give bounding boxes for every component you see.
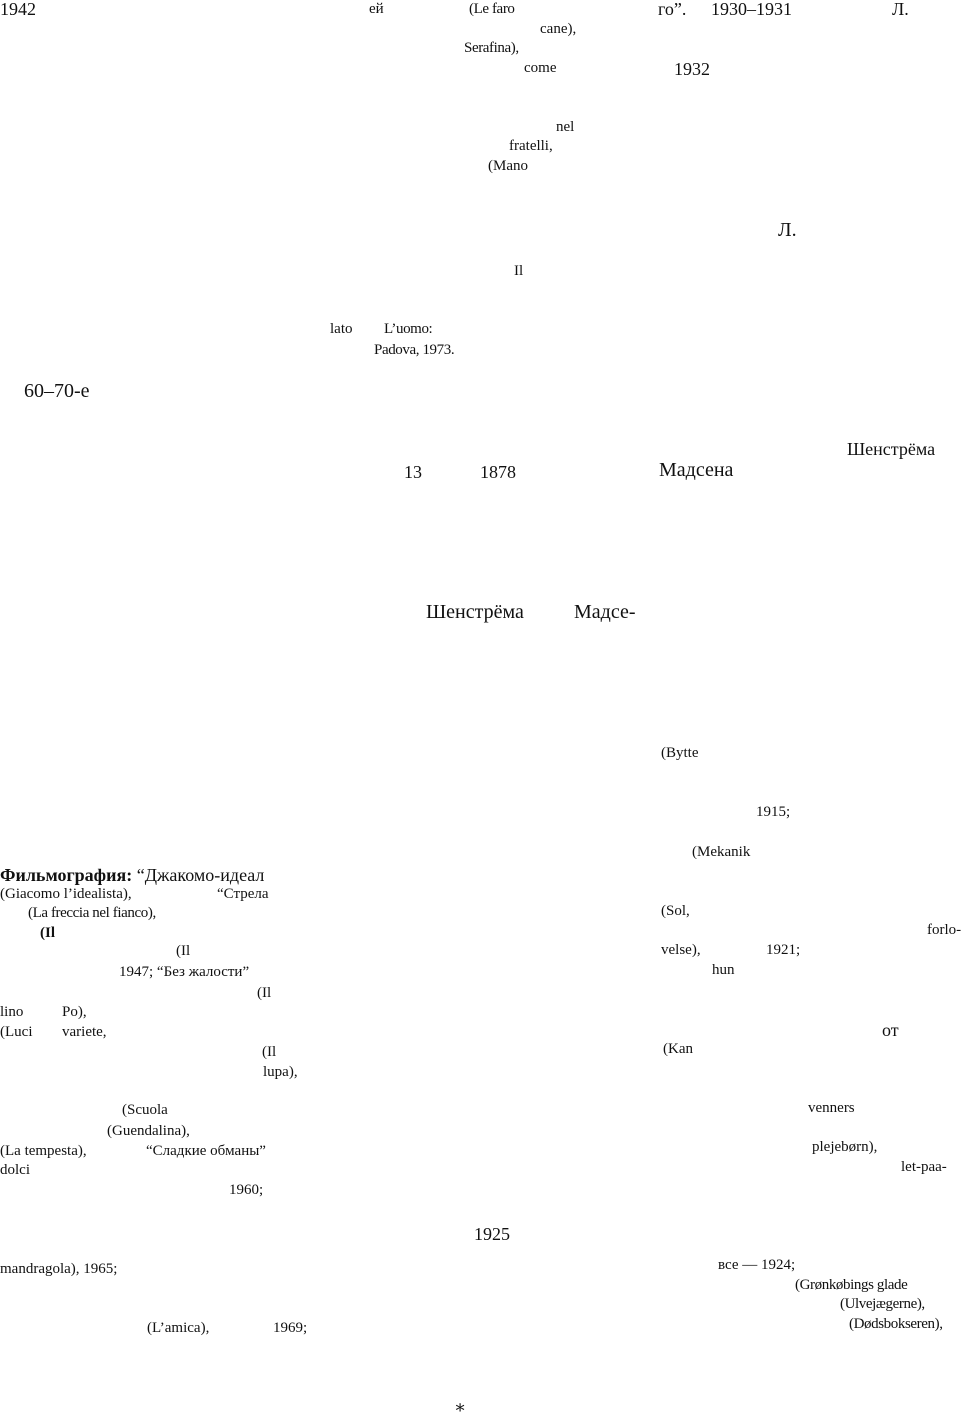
text-fragment: 1942 (0, 0, 36, 19)
text-fragment: Po), (62, 1004, 87, 1020)
text-fragment: “Сладкие обманы” (146, 1143, 266, 1159)
text-fragment: 1915; (756, 804, 791, 820)
text-fragment: 1930–1931 (711, 0, 792, 19)
text-fragment: (Il (262, 1044, 277, 1060)
text-fragment: 1947; “Без жалости” (119, 964, 250, 980)
text-fragment: 1960; (229, 1182, 264, 1198)
text-fragment: (Kan (663, 1041, 693, 1057)
text-fragment: Мадсе- (574, 601, 636, 623)
separator-icon: ∗ (454, 1397, 467, 1417)
filmography-heading-line (0, 866, 264, 884)
text-fragment: 1932 (674, 59, 710, 79)
text-fragment: (Bytte (661, 745, 699, 761)
text-fragment: velse), (661, 942, 701, 958)
text-fragment: (Mano (488, 158, 528, 174)
text-fragment: все — 1924; (718, 1257, 796, 1273)
text-fragment: Мадсена (659, 459, 734, 481)
text-fragment: nel (556, 119, 575, 135)
text-fragment: (Scuola (122, 1102, 168, 1118)
text-fragment: fratelli, (509, 138, 553, 154)
text-fragment: (Il (40, 925, 55, 941)
text-fragment: lato (330, 321, 353, 337)
text-fragment: plejebørn), (812, 1139, 878, 1155)
text-fragment: (Sol, (661, 903, 690, 919)
text-fragment: (Grønkøbings glade (795, 1277, 908, 1293)
text-fragment: го”. (658, 0, 687, 19)
text-fragment: 1925 (474, 1224, 510, 1244)
text-fragment: Шенстрёма (847, 439, 936, 459)
text-fragment: Л. (892, 0, 909, 19)
text-fragment: hun (712, 962, 735, 978)
text-fragment: mandragola), 1965; (0, 1261, 118, 1277)
text-fragment: 60–70-е (24, 380, 90, 402)
text-fragment: (Il (257, 985, 272, 1001)
text-fragment: (Dødsbokseren), (849, 1316, 943, 1332)
text-fragment: variete, (62, 1024, 107, 1040)
text-fragment: от (882, 1020, 899, 1040)
text-fragment: ей (369, 1, 384, 17)
text-fragment: come (524, 60, 557, 76)
text-fragment: (Luci (0, 1024, 33, 1040)
text-fragment: (Ulvejægerne), (840, 1296, 925, 1312)
text-fragment: Padova, 1973. (374, 342, 455, 358)
text-fragment: 1878 (480, 462, 516, 482)
filmography-label: Фильмография: (0, 865, 133, 885)
text-fragment: Serafina), (464, 40, 519, 56)
text-fragment: (La freccia nel fianco), (28, 905, 156, 921)
text-fragment: “Стрела (217, 886, 269, 902)
text-fragment: Il (514, 263, 524, 279)
text-fragment: (Guendalina), (107, 1123, 190, 1139)
text-fragment: (Il (176, 943, 191, 959)
text-fragment: forlo- (927, 922, 962, 938)
text-fragment: (La tempesta), (0, 1143, 87, 1159)
text-fragment: dolci (0, 1162, 30, 1178)
text-fragment: (Giacomo l’idealista), (0, 886, 132, 902)
text-fragment: venners (808, 1100, 855, 1116)
text-fragment: 1921; (766, 942, 801, 958)
text-fragment: L’uomo: (384, 321, 433, 337)
text-fragment: (Le faro (469, 1, 515, 17)
text-fragment: lupa), (263, 1064, 298, 1080)
text-fragment: Шенстрёма (426, 601, 524, 623)
text-fragment: let-paa- (901, 1159, 947, 1175)
text-fragment: Л. (778, 219, 797, 241)
text-fragment: 1969; (273, 1320, 308, 1336)
text-fragment: 13 (404, 462, 422, 482)
text-fragment: lino (0, 1004, 24, 1020)
text-fragment: cane), (540, 21, 577, 37)
text-fragment: (L’amica), (147, 1320, 210, 1336)
text-fragment: (Mekanik (692, 844, 751, 860)
text-fragment: “Джакомо-идеал (136, 865, 265, 885)
